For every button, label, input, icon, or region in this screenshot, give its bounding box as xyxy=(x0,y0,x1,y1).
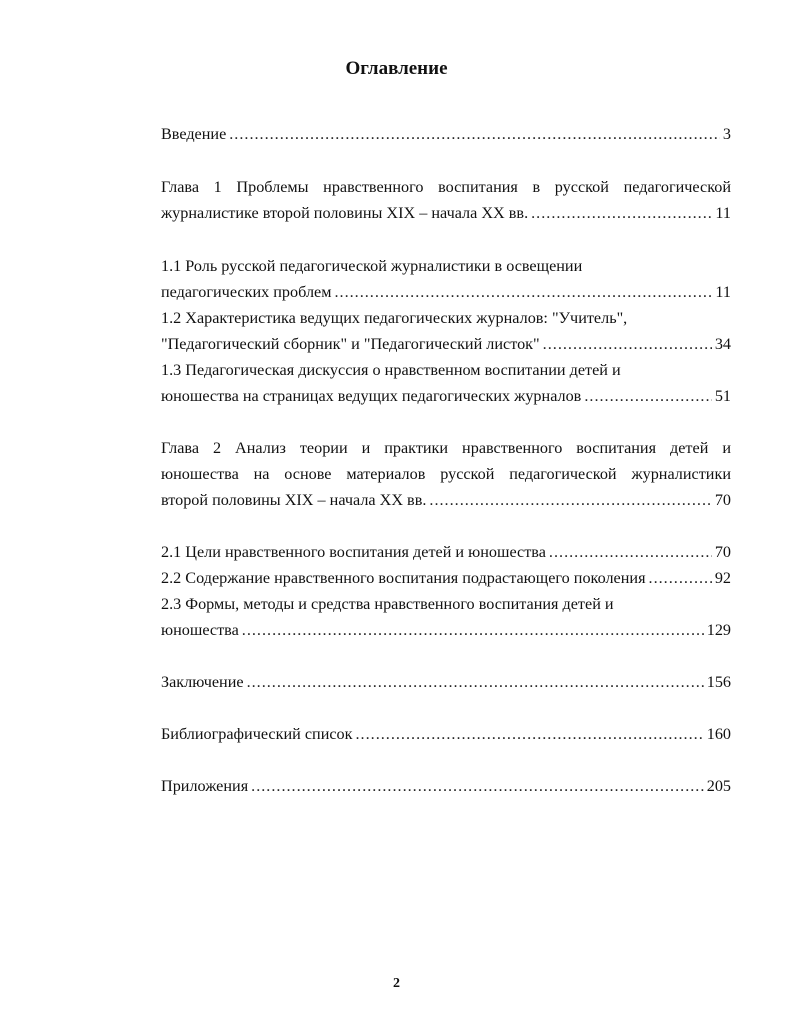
toc-entry-s11[interactable] xyxy=(161,279,731,305)
toc-entry-text: второй половины XIX – начала XX вв. xyxy=(161,491,427,509)
page-number: 2 xyxy=(393,976,400,991)
toc-entry-ch1-line1[interactable]: Глава 1 Проблемы нравственного воспитания в русской педагогической xyxy=(161,178,731,196)
leader-dots xyxy=(334,279,712,305)
leader-dots xyxy=(229,121,720,147)
toc-page-number: 11 xyxy=(715,283,731,301)
toc-page-number: 70 xyxy=(714,491,731,509)
leader-dots xyxy=(649,565,712,591)
toc-entry-s23[interactable] xyxy=(161,617,731,643)
toc-entry-text: педагогических проблем xyxy=(161,283,332,301)
toc-entry-ch2[interactable] xyxy=(161,487,731,513)
leader-dots xyxy=(242,617,704,643)
toc-page-number: 129 xyxy=(706,621,731,639)
toc-page-number: 34 xyxy=(714,335,731,353)
leader-dots xyxy=(543,331,712,357)
toc-entry-bibliography[interactable] xyxy=(161,721,731,747)
toc-entry-s13-line1[interactable]: 1.3 Педагогическая дискуссия о нравственном воспитании детей и xyxy=(161,361,621,379)
toc-entry-text: Заключение xyxy=(161,673,244,691)
leader-dots xyxy=(549,539,712,565)
toc-entry-text: "Педагогический сборник" и "Педагогический листок" xyxy=(161,335,540,353)
toc-entry-text: Приложения xyxy=(161,777,249,795)
toc-entry-text: 2.1 Цели нравственного воспитания детей и юношества xyxy=(161,543,546,561)
toc-entry-appendix[interactable] xyxy=(161,773,731,799)
leader-dots xyxy=(251,773,704,799)
toc-entry-text: 2.2 Содержание нравственного воспитания подрастающего поколения xyxy=(161,569,646,587)
toc-page-number: 51 xyxy=(714,387,731,405)
toc-entry-s11-line1[interactable]: 1.1 Роль русской педагогической журналистики в освещении xyxy=(161,257,583,275)
toc-entry-s21[interactable] xyxy=(161,539,731,565)
toc-entry-text: журналистике второй половины XIX – начала XX вв. xyxy=(161,204,529,222)
toc-page-number: 11 xyxy=(715,204,731,222)
toc-page-number: 70 xyxy=(714,543,731,561)
toc-entry-text: юношества xyxy=(161,621,239,639)
leader-dots xyxy=(429,487,711,513)
toc-entry-s12[interactable] xyxy=(161,331,731,357)
toc-entry-text: Введение xyxy=(161,125,227,143)
toc-page-number: 3 xyxy=(722,125,731,143)
toc-entry-ch2-line2[interactable]: юношества на основе материалов русской педагогической журналистики xyxy=(161,465,731,483)
toc-entry-s13[interactable] xyxy=(161,383,731,409)
toc-entry-s22[interactable] xyxy=(161,565,731,591)
toc-entry-intro[interactable] xyxy=(161,121,731,147)
page-title: Оглавление xyxy=(345,58,448,79)
toc-entry-ch2-line1[interactable]: Глава 2 Анализ теории и практики нравственного воспитания детей и xyxy=(161,439,731,457)
toc-entry-s23-line1[interactable]: 2.3 Формы, методы и средства нравственного воспитания детей и xyxy=(161,595,614,613)
leader-dots xyxy=(531,200,712,226)
toc-page-number: 92 xyxy=(714,569,731,587)
toc-page-number: 160 xyxy=(706,725,731,743)
leader-dots xyxy=(356,721,704,747)
leader-dots xyxy=(247,669,704,695)
toc-entry-ch1[interactable] xyxy=(161,200,731,226)
toc-page-number: 156 xyxy=(706,673,731,691)
toc-entry-s12-line1[interactable]: 1.2 Характеристика ведущих педагогических журналов: "Учитель", xyxy=(161,309,628,327)
toc-entry-conclusion[interactable] xyxy=(161,669,731,695)
toc-page-number: 205 xyxy=(706,777,731,795)
leader-dots xyxy=(584,383,711,409)
toc-entry-text: Библиографический список xyxy=(161,725,353,743)
toc-entry-text: юношества на страницах ведущих педагогических журналов xyxy=(161,387,582,405)
